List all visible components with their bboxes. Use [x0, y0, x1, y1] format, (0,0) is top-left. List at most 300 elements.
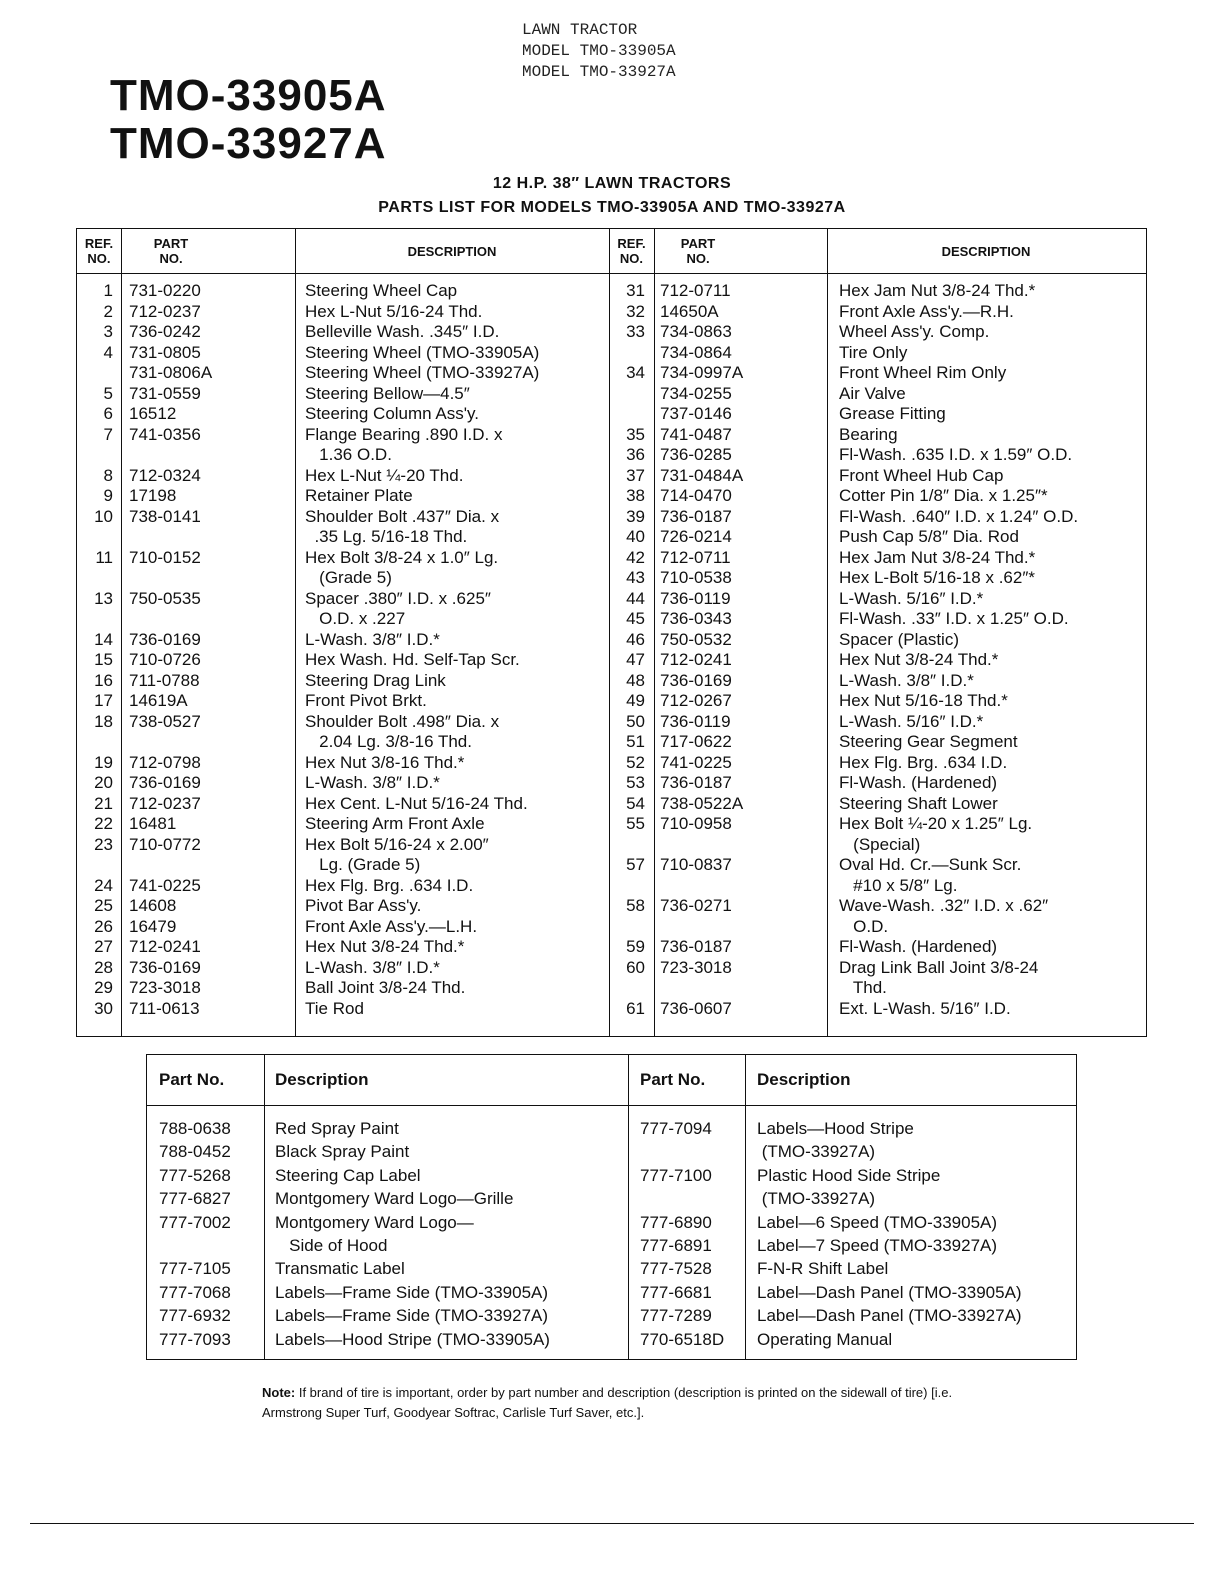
description: Bearing: [839, 424, 898, 444]
description: Ball Joint 3/8-24 Thd.: [305, 978, 466, 997]
description: Steering Wheel (TMO-33905A): [305, 342, 540, 362]
table-row: [77, 527, 1146, 548]
part-no: 738-0141: [129, 506, 201, 526]
table-row: [77, 404, 1146, 425]
description: Transmatic Label: [275, 1259, 405, 1279]
header-part-no: [121, 229, 221, 273]
header-text: NO.: [619, 251, 644, 266]
ref-no: 61: [626, 998, 645, 1018]
ref-no: 50: [626, 711, 645, 731]
description: Wheel Ass'y. Comp.: [839, 322, 990, 341]
part-no: 777-7528: [640, 1259, 712, 1279]
description: Ext. L-Wash. 5/16″ I.D.: [839, 998, 1011, 1018]
ref-no: 27: [94, 937, 113, 956]
parts-table: [76, 228, 1147, 1037]
ref-no: 37: [626, 465, 645, 485]
stamp-line: LAWN TRACTOR: [522, 21, 638, 39]
description: Steering Bellow—4.5″: [305, 383, 470, 403]
description: Fl-Wash. .33″ I.D. x 1.25″ O.D.: [839, 609, 1069, 628]
ref-no: 17: [94, 691, 113, 710]
description: Side of Hood: [275, 1236, 388, 1255]
table-row: [77, 281, 1146, 302]
ref-no: 15: [94, 650, 113, 669]
description: L-Wash. 3/8″ I.D.*: [839, 670, 974, 690]
part-no: 777-7068: [159, 1282, 231, 1302]
ref-no: 16: [94, 670, 113, 690]
ref-no: 19: [94, 752, 113, 772]
table-row: [77, 609, 1146, 630]
description: Labels—Hood Stripe (TMO-33905A): [275, 1329, 550, 1349]
part-no: 736-0607: [660, 998, 732, 1018]
part-no: 734-0997A: [660, 363, 744, 382]
part-no: 731-0806A: [129, 363, 213, 382]
table-row: [77, 732, 1146, 753]
description: 2.04 Lg. 3/8-16 Thd.: [305, 732, 472, 751]
description: Fl-Wash. .635 I.D. x 1.59″ O.D.: [839, 445, 1073, 464]
part-no: 741-0487: [660, 424, 732, 444]
ref-no: 26: [94, 916, 113, 936]
description: Labels—Frame Side (TMO-33905A): [275, 1282, 549, 1302]
description: Fl-Wash. .640″ I.D. x 1.24″ O.D.: [839, 506, 1079, 526]
part-no: 714-0470: [660, 486, 732, 505]
description: Steering Wheel (TMO-33927A): [305, 363, 540, 382]
description: Hex Flg. Brg. .634 I.D.: [839, 752, 1008, 772]
description: Operating Manual: [757, 1329, 893, 1349]
description: (TMO-33927A): [757, 1142, 876, 1162]
table-row: [77, 589, 1146, 610]
description: Wave-Wash. .32″ I.D. x .62″: [839, 896, 1049, 915]
table-row: [147, 1211, 1076, 1234]
ref-no: 14: [94, 629, 113, 649]
part-no: 734-0864: [660, 342, 732, 362]
header-part-no: [654, 229, 742, 273]
header-text: NO.: [159, 251, 183, 266]
ref-no: 43: [626, 568, 645, 587]
header-text: PART: [153, 236, 189, 251]
description: Drag Link Ball Joint 3/8-24: [839, 957, 1039, 977]
part-no: 741-0356: [129, 424, 201, 444]
description: Red Spray Paint: [275, 1119, 399, 1138]
description: Steering Column Ass'y.: [305, 404, 479, 423]
ref-no: 30: [94, 998, 113, 1018]
ref-no: 32: [626, 301, 645, 321]
description: Label—6 Speed (TMO-33905A): [757, 1212, 998, 1232]
description: Hex L-Nut ¼-20 Thd.: [305, 465, 464, 485]
ref-no: 3: [103, 322, 113, 341]
table-row: [77, 712, 1146, 733]
description: Hex Bolt 5/16-24 x 2.00″: [305, 834, 489, 854]
part-no: 711-0613: [129, 998, 200, 1018]
part-no: 712-0711: [660, 281, 731, 300]
part-no: 736-0169: [129, 957, 201, 977]
description: Labels—Hood Stripe: [757, 1119, 914, 1138]
table-row: [77, 999, 1146, 1020]
part-no: 738-0527: [129, 711, 201, 731]
part-no: 788-0638: [159, 1119, 231, 1138]
table-row: [147, 1304, 1076, 1327]
part-no: 777-7002: [159, 1212, 231, 1232]
part-no: 731-0484A: [660, 465, 744, 485]
table-row: [77, 343, 1146, 364]
part-no: 736-0119: [660, 711, 731, 731]
part-no: 736-0343: [660, 609, 732, 628]
table-row: [77, 691, 1146, 712]
header-text: NO.: [87, 251, 111, 266]
description: Lg. (Grade 5): [305, 855, 421, 874]
part-no: 736-0169: [129, 773, 201, 792]
table-row: [147, 1140, 1076, 1163]
description: Hex Wash. Hd. Self-Tap Scr.: [305, 650, 520, 669]
part-no: 750-0532: [660, 629, 732, 649]
table-row: [147, 1187, 1076, 1210]
ref-no: 11: [95, 547, 113, 567]
header-description: DESCRIPTION: [941, 243, 1031, 259]
description: (Special): [839, 834, 921, 854]
description: Hex Jam Nut 3/8-24 Thd.*: [839, 547, 1036, 567]
ref-no: 22: [94, 814, 113, 833]
ref-no: 33: [626, 322, 645, 341]
description: Front Wheel Rim Only: [839, 363, 1007, 382]
description: Hex Cent. L-Nut 5/16-24 Thd.: [305, 793, 528, 813]
ref-no: 48: [626, 670, 645, 690]
description: L-Wash. 5/16″ I.D.*: [839, 588, 984, 608]
part-no: 741-0225: [129, 875, 201, 895]
table-row: [77, 486, 1146, 507]
table-row: [77, 855, 1146, 876]
table-row: [147, 1164, 1076, 1187]
description: Cotter Pin 1/8″ Dia. x 1.25″*: [839, 486, 1048, 505]
part-no: 777-7105: [159, 1259, 231, 1279]
description: Steering Gear Segment: [839, 732, 1018, 751]
part-no: 16512: [129, 404, 177, 423]
part-no: 777-7093: [159, 1329, 231, 1349]
part-no: 710-0152: [129, 547, 201, 567]
stamp-line: MODEL TMO-33927A: [522, 63, 676, 81]
description: Hex Nut 3/8-16 Thd.*: [305, 752, 465, 772]
part-no: 734-0255: [660, 383, 732, 403]
ref-no: 55: [626, 814, 645, 833]
part-no: 736-0242: [129, 322, 201, 341]
table-row: [77, 835, 1146, 856]
ref-no: 58: [626, 896, 645, 915]
description: Black Spray Paint: [275, 1142, 410, 1162]
ref-no: 51: [626, 732, 645, 751]
ref-no: 52: [626, 752, 645, 772]
part-no: 712-0798: [129, 752, 201, 772]
ref-no: 31: [626, 281, 645, 300]
ref-no: 4: [103, 342, 113, 362]
part-no: 16481: [129, 814, 177, 833]
part-no: 737-0146: [660, 404, 732, 423]
description: L-Wash. 5/16″ I.D.*: [839, 711, 984, 731]
description: Fl-Wash. (Hardened): [839, 937, 998, 956]
table-row: [77, 363, 1146, 384]
ref-no: 53: [626, 773, 645, 792]
part-no: 736-0187: [660, 937, 732, 956]
table-row: [77, 302, 1146, 323]
part-no: 734-0863: [660, 322, 732, 341]
description: 1.36 O.D.: [305, 445, 392, 464]
misc-parts-table: [146, 1054, 1077, 1360]
model-stamp: [522, 20, 676, 83]
table-row: [77, 958, 1146, 979]
description: L-Wash. 3/8″ I.D.*: [305, 773, 440, 792]
part-no: 712-0237: [129, 301, 201, 321]
description: Tire Only: [839, 342, 908, 362]
header-text: REF.: [84, 236, 114, 251]
part-no: 14608: [129, 896, 177, 915]
title-line: TMO-33927A: [110, 119, 387, 168]
heading-tractor: 12 H.P. 38″ LAWN TRACTORS: [492, 175, 732, 192]
header-ref-no: [77, 229, 121, 273]
part-no: 777-5268: [159, 1165, 231, 1185]
header-ref-no: [609, 229, 654, 273]
part-no: 770-6518D: [640, 1329, 725, 1349]
description: Hex Nut 3/8-24 Thd.*: [839, 650, 999, 669]
table-row: [77, 896, 1146, 917]
ref-no: 60: [626, 957, 645, 977]
note-text: If brand of tire is important, order by part number and description (description is printed on the sidewall of tire) [i.e. Armstrong Super Turf, Goodyear Softrac, Carlisle Turf Saver, etc.].: [262, 1385, 953, 1420]
description: Label—Dash Panel (TMO-33927A): [757, 1306, 1022, 1326]
description: Thd.: [839, 978, 887, 997]
tire-note: [262, 1383, 1002, 1423]
bottom-divider: [30, 1523, 1194, 1524]
ref-no: 39: [626, 506, 645, 526]
description: Belleville Wash. .345″ I.D.: [305, 322, 500, 341]
ref-no: 25: [94, 896, 113, 915]
description: Montgomery Ward Logo—Grille: [275, 1189, 514, 1209]
table-row: [77, 425, 1146, 446]
part-no: 736-0169: [660, 670, 732, 690]
description: Steering Shaft Lower: [839, 793, 998, 813]
ref-no: 45: [626, 609, 645, 628]
ref-no: 29: [94, 978, 113, 997]
header-text: REF.: [617, 236, 646, 251]
description: F-N-R Shift Label: [757, 1259, 889, 1279]
header-description: DESCRIPTION: [407, 243, 497, 259]
table-row: [77, 466, 1146, 487]
table-row: [77, 917, 1146, 938]
part-no: 731-0805: [129, 342, 201, 362]
table-row: [147, 1281, 1076, 1304]
description: Plastic Hood Side Stripe: [757, 1165, 941, 1185]
description: Montgomery Ward Logo—: [275, 1212, 474, 1232]
part-no: 731-0559: [129, 383, 201, 403]
part-no: 717-0622: [660, 732, 732, 751]
description: Grease Fitting: [839, 404, 946, 423]
part-no: 16479: [129, 916, 177, 936]
part-no: 710-0538: [660, 568, 732, 587]
description: L-Wash. 3/8″ I.D.*: [305, 629, 440, 649]
ref-no: 24: [94, 875, 113, 895]
part-no: 736-0119: [660, 588, 731, 608]
description: Spacer (Plastic): [839, 629, 959, 649]
misc-header-part-no: Part No.: [640, 1070, 706, 1089]
description: #10 x 5/8″ Lg.: [839, 875, 958, 895]
part-no: 777-6890: [640, 1212, 712, 1232]
description: Label—Dash Panel (TMO-33905A): [757, 1282, 1022, 1302]
misc-header-part-no: Part No.: [159, 1070, 225, 1089]
description: Hex Nut 5/16-18 Thd.*: [839, 691, 1008, 710]
part-no: 777-6891: [640, 1236, 712, 1255]
description: Hex Bolt 3/8-24 x 1.0″ Lg.: [305, 547, 499, 567]
ref-no: 10: [94, 506, 113, 526]
description: O.D. x .227: [305, 609, 406, 628]
ref-no: 9: [103, 486, 113, 505]
stamp-line: MODEL TMO-33905A: [522, 42, 676, 60]
description: (TMO-33927A): [757, 1189, 876, 1209]
part-no: 14619A: [129, 691, 188, 710]
description: Labels—Frame Side (TMO-33927A): [275, 1306, 549, 1326]
ref-no: 20: [94, 773, 113, 792]
ref-no: 35: [626, 424, 645, 444]
ref-no: 34: [626, 363, 645, 382]
table-row: [77, 630, 1146, 651]
table-row: [147, 1234, 1076, 1257]
description: O.D.: [839, 916, 889, 936]
part-no: 777-6827: [159, 1189, 231, 1209]
description: Steering Drag Link: [305, 670, 446, 690]
description: (Grade 5): [305, 568, 392, 587]
ref-no: 1: [103, 281, 113, 300]
description: Front Pivot Brkt.: [305, 691, 427, 710]
ref-no: 47: [626, 650, 645, 669]
part-no: 736-0285: [660, 445, 732, 464]
ref-no: 44: [626, 588, 645, 608]
part-no: 777-7094: [640, 1119, 712, 1138]
ref-no: 23: [94, 834, 113, 854]
heading-parts-list: PARTS LIST FOR MODELS TMO-33905A AND TMO-33927A: [378, 199, 846, 216]
part-no: 736-0271: [660, 896, 732, 915]
description: Tie Rod: [305, 998, 364, 1018]
description: Steering Wheel Cap: [305, 281, 458, 300]
table-row: [147, 1117, 1076, 1140]
description: Push Cap 5/8″ Dia. Rod: [839, 527, 1019, 546]
table-row: [77, 384, 1146, 405]
ref-no: 46: [626, 629, 645, 649]
part-no: 710-0837: [660, 855, 732, 874]
description: Pivot Bar Ass'y.: [305, 896, 422, 915]
ref-no: 18: [94, 711, 113, 731]
table-row: [77, 794, 1146, 815]
description: Steering Cap Label: [275, 1165, 421, 1185]
table-row: [77, 445, 1146, 466]
ref-no: 36: [626, 445, 645, 464]
ref-no: 49: [626, 691, 645, 710]
ref-no: 57: [626, 855, 645, 874]
part-no: 723-3018: [129, 978, 201, 997]
part-no: 738-0522A: [660, 793, 744, 813]
title-line: TMO-33905A: [110, 71, 387, 120]
part-no: 731-0220: [129, 281, 201, 300]
part-no: 712-0267: [660, 691, 732, 710]
part-no: 711-0788: [129, 670, 200, 690]
description: Fl-Wash. (Hardened): [839, 773, 998, 792]
ref-no: 42: [626, 547, 645, 567]
description: Label—7 Speed (TMO-33927A): [757, 1236, 998, 1255]
description: Air Valve: [839, 383, 906, 403]
part-no: 777-7289: [640, 1306, 712, 1326]
description: Hex L-Bolt 5/16-18 x .62″*: [839, 568, 1035, 587]
part-no: 726-0214: [660, 527, 732, 546]
ref-no: 59: [626, 937, 645, 956]
part-no: 736-0187: [660, 506, 732, 526]
misc-header-description: Description: [275, 1070, 369, 1089]
description: Front Wheel Hub Cap: [839, 465, 1004, 485]
part-no: 712-0324: [129, 465, 201, 485]
description: Shoulder Bolt .437″ Dia. x: [305, 506, 500, 526]
part-no: 736-0187: [660, 773, 732, 792]
part-no: 741-0225: [660, 752, 732, 772]
description: Steering Arm Front Axle: [305, 814, 485, 833]
part-no: 710-0726: [129, 650, 201, 669]
part-no: 777-6681: [640, 1282, 712, 1302]
table-row: [77, 568, 1146, 589]
description: Flange Bearing .890 I.D. x: [305, 424, 503, 444]
table-row: [77, 937, 1146, 958]
note-label: Note:: [262, 1385, 296, 1400]
part-no: 750-0535: [129, 588, 201, 608]
ref-no: 13: [94, 588, 113, 608]
header-text: PART: [680, 236, 716, 251]
part-no: 712-0711: [660, 547, 731, 567]
page-title: [110, 72, 387, 168]
table-row: [77, 753, 1146, 774]
description: .35 Lg. 5/16-18 Thd.: [305, 527, 468, 546]
part-no: 17198: [129, 486, 177, 505]
table-row: [77, 322, 1146, 343]
misc-header-description: Description: [757, 1070, 851, 1089]
part-no: 777-6932: [159, 1306, 231, 1326]
ref-no: 5: [103, 383, 113, 403]
ref-no: 21: [94, 793, 113, 813]
table-row: [77, 548, 1146, 569]
table-row: [77, 671, 1146, 692]
part-no: 777-7100: [640, 1165, 712, 1185]
table-row: [77, 507, 1146, 528]
description: Hex Jam Nut 3/8-24 Thd.*: [839, 281, 1036, 300]
ref-no: 28: [94, 957, 113, 977]
part-no: 723-3018: [660, 957, 732, 977]
part-no: 712-0241: [129, 937, 201, 956]
ref-no: 40: [626, 527, 645, 546]
table-row: [77, 978, 1146, 999]
description: Hex Flg. Brg. .634 I.D.: [305, 875, 474, 895]
ref-no: 6: [103, 404, 113, 423]
table-row: [77, 773, 1146, 794]
table-row: [77, 876, 1146, 897]
description: Hex Bolt ¼-20 x 1.25″ Lg.: [839, 814, 1033, 833]
table-row: [147, 1328, 1076, 1351]
part-no: 712-0237: [129, 793, 201, 813]
part-no: 712-0241: [660, 650, 732, 669]
header-text: NO.: [686, 251, 710, 266]
description: Front Axle Ass'y.—L.H.: [305, 916, 478, 936]
ref-no: 7: [103, 424, 113, 444]
ref-no: 8: [103, 465, 113, 485]
description: Oval Hd. Cr.—Sunk Scr.: [839, 855, 1022, 874]
part-no: 710-0772: [129, 834, 201, 854]
ref-no: 54: [626, 793, 645, 813]
part-no: 788-0452: [159, 1142, 231, 1162]
description: Shoulder Bolt .498″ Dia. x: [305, 711, 500, 731]
description: Hex Nut 3/8-24 Thd.*: [305, 937, 465, 956]
part-no: 14650A: [660, 301, 719, 321]
part-no: 710-0958: [660, 814, 732, 833]
part-no: 736-0169: [129, 629, 201, 649]
description: L-Wash. 3/8″ I.D.*: [305, 957, 440, 977]
table-row: [77, 814, 1146, 835]
